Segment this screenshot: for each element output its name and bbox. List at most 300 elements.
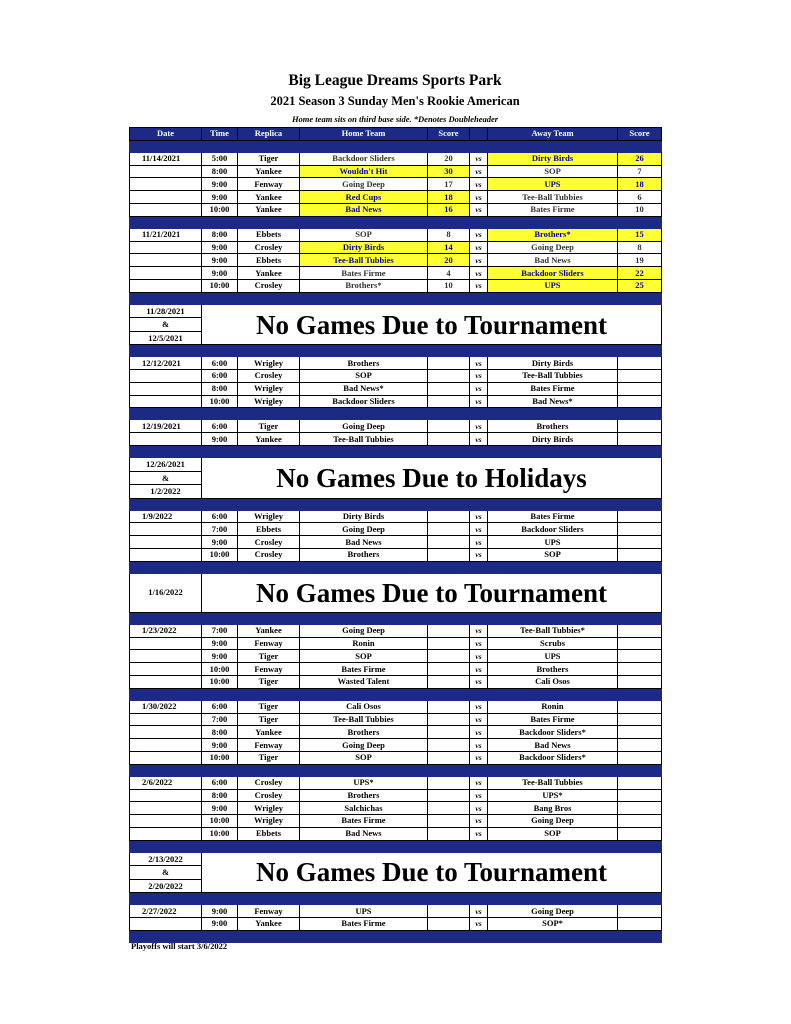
game-field: Tiger [238, 751, 300, 764]
game-field: Tiger [238, 152, 300, 165]
away-score [618, 548, 662, 561]
vs-label: vs [470, 152, 488, 165]
game-time: 6:00 [202, 357, 238, 370]
home-score [428, 917, 470, 930]
vs-label: vs [470, 739, 488, 752]
vs-label: vs [470, 624, 488, 637]
game-field: Crosley [238, 241, 300, 254]
game-row [130, 663, 662, 676]
away-team: SOP [488, 827, 618, 840]
away-score [618, 815, 662, 828]
away-team: Bates Firme [488, 510, 618, 523]
home-score [428, 357, 470, 370]
banner-dates [130, 573, 202, 612]
game-row [130, 191, 662, 204]
game-time: 10:00 [202, 203, 238, 216]
game-field: Crosley [238, 789, 300, 802]
no-games-banner: No Games Due to Holidays [202, 458, 662, 499]
game-row [130, 905, 662, 918]
home-team: Backdoor Sliders [300, 152, 428, 165]
section-divider [130, 140, 662, 152]
away-team: Dirty Birds [488, 357, 618, 370]
game-row [130, 776, 662, 789]
game-row [130, 228, 662, 241]
game-field: Tiger [238, 675, 300, 688]
vs-label: vs [470, 267, 488, 280]
banner-date-line: & [130, 866, 201, 880]
game-time: 9:00 [202, 739, 238, 752]
vs-label: vs [470, 713, 488, 726]
game-field: Wrigley [238, 382, 300, 395]
away-score [618, 675, 662, 688]
game-row [130, 370, 662, 383]
game-row [130, 917, 662, 930]
game-field: Ebbets [238, 254, 300, 267]
game-time: 9:00 [202, 650, 238, 663]
game-date [130, 739, 202, 752]
home-team: Cali Osos [300, 700, 428, 713]
home-score [428, 637, 470, 650]
away-score [618, 827, 662, 840]
away-score [618, 395, 662, 408]
game-date [130, 650, 202, 663]
home-score [428, 726, 470, 739]
home-score [428, 776, 470, 789]
game-row [130, 165, 662, 178]
away-score [618, 776, 662, 789]
home-team: Bad News [300, 536, 428, 549]
home-score: 30 [428, 165, 470, 178]
game-time: 8:00 [202, 789, 238, 802]
game-time: 9:00 [202, 241, 238, 254]
home-team: Bad News [300, 827, 428, 840]
col-header-home-score: Score [428, 128, 470, 141]
home-score [428, 433, 470, 446]
home-team: Brothers [300, 789, 428, 802]
section-divider-cell [130, 688, 662, 700]
home-score: 20 [428, 254, 470, 267]
game-time: 5:00 [202, 152, 238, 165]
game-time: 9:00 [202, 637, 238, 650]
home-team: Tee-Ball Tubbies [300, 713, 428, 726]
away-team: Backdoor Sliders [488, 267, 618, 280]
away-team: Cali Osos [488, 675, 618, 688]
game-row [130, 624, 662, 637]
game-date: 2/6/2022 [130, 776, 202, 789]
game-date: 1/23/2022 [130, 624, 202, 637]
game-time: 10:00 [202, 663, 238, 676]
game-time: 10:00 [202, 751, 238, 764]
game-time: 7:00 [202, 713, 238, 726]
game-row [130, 420, 662, 433]
home-score: 8 [428, 228, 470, 241]
game-time: 7:00 [202, 523, 238, 536]
game-time: 7:00 [202, 624, 238, 637]
game-time: 10:00 [202, 548, 238, 561]
vs-label: vs [470, 191, 488, 204]
away-team: SOP [488, 548, 618, 561]
home-team: SOP [300, 751, 428, 764]
game-row [130, 382, 662, 395]
away-score [618, 917, 662, 930]
away-team: SOP* [488, 917, 618, 930]
home-score [428, 789, 470, 802]
game-time: 9:00 [202, 267, 238, 280]
game-field: Fenway [238, 905, 300, 918]
game-time: 10:00 [202, 395, 238, 408]
home-score: 20 [428, 152, 470, 165]
vs-label: vs [470, 650, 488, 663]
game-field: Yankee [238, 726, 300, 739]
vs-label: vs [470, 510, 488, 523]
col-header-home-team: Home Team [300, 128, 428, 141]
vs-label: vs [470, 433, 488, 446]
col-header-vs [470, 128, 488, 141]
away-team: Backdoor Sliders [488, 523, 618, 536]
section-divider [130, 345, 662, 357]
game-date [130, 241, 202, 254]
home-team: UPS [300, 905, 428, 918]
game-field: Tiger [238, 713, 300, 726]
game-date [130, 637, 202, 650]
section-divider-cell [130, 345, 662, 357]
game-row [130, 178, 662, 191]
game-row [130, 739, 662, 752]
section-divider [130, 408, 662, 420]
banner-date-line: 12/5/2021 [148, 332, 183, 343]
home-score [428, 395, 470, 408]
section-divider-cell [130, 498, 662, 510]
away-team: Backdoor Sliders* [488, 726, 618, 739]
game-field: Crosley [238, 370, 300, 383]
game-field: Ebbets [238, 827, 300, 840]
away-score: 26 [618, 152, 662, 165]
home-score [428, 739, 470, 752]
table-header-row [130, 128, 662, 141]
game-field: Yankee [238, 433, 300, 446]
col-header-date: Date [130, 128, 202, 141]
section-divider [130, 612, 662, 624]
game-row [130, 637, 662, 650]
game-date [130, 433, 202, 446]
game-date: 12/12/2021 [130, 357, 202, 370]
game-row [130, 650, 662, 663]
game-row [130, 827, 662, 840]
banner-date-line: 1/2/2022 [150, 486, 181, 497]
no-games-row [130, 852, 662, 893]
vs-label: vs [470, 663, 488, 676]
game-field: Tiger [238, 650, 300, 663]
game-date: 1/9/2022 [130, 510, 202, 523]
game-row [130, 279, 662, 292]
game-time: 10:00 [202, 827, 238, 840]
away-team: Dirty Birds [488, 433, 618, 446]
game-time: 6:00 [202, 420, 238, 433]
home-score [428, 675, 470, 688]
home-team: SOP [300, 228, 428, 241]
away-score: 22 [618, 267, 662, 280]
away-score [618, 510, 662, 523]
game-date [130, 536, 202, 549]
section-divider [130, 764, 662, 776]
no-games-banner: No Games Due to Tournament [202, 304, 662, 345]
game-field: Crosley [238, 548, 300, 561]
game-field: Yankee [238, 165, 300, 178]
no-games-banner: No Games Due to Tournament [202, 852, 662, 893]
game-time: 6:00 [202, 776, 238, 789]
section-divider [130, 498, 662, 510]
game-row [130, 433, 662, 446]
banner-date-line: & [130, 318, 201, 332]
game-row [130, 395, 662, 408]
section-divider-cell [130, 408, 662, 420]
game-time: 6:00 [202, 370, 238, 383]
vs-label: vs [470, 726, 488, 739]
game-time: 8:00 [202, 165, 238, 178]
banner-date-line: 2/20/2022 [148, 880, 183, 891]
game-date [130, 789, 202, 802]
away-team: Tee-Ball Tubbies [488, 370, 618, 383]
game-date [130, 191, 202, 204]
away-team: Bates Firme [488, 382, 618, 395]
home-score [428, 700, 470, 713]
vs-label: vs [470, 675, 488, 688]
game-field: Crosley [238, 536, 300, 549]
vs-label: vs [470, 420, 488, 433]
game-field: Wrigley [238, 802, 300, 815]
section-divider [130, 216, 662, 228]
home-score [428, 815, 470, 828]
col-header-away-team: Away Team [488, 128, 618, 141]
vs-label: vs [470, 548, 488, 561]
game-field: Fenway [238, 663, 300, 676]
section-divider-cell [130, 140, 662, 152]
vs-label: vs [470, 228, 488, 241]
game-date [130, 663, 202, 676]
home-score [428, 650, 470, 663]
vs-label: vs [470, 751, 488, 764]
away-score [618, 650, 662, 663]
game-date [130, 713, 202, 726]
away-score: 6 [618, 191, 662, 204]
game-date: 11/21/2021 [130, 228, 202, 241]
game-date [130, 279, 202, 292]
footnote: Playoffs will start 3/6/2022 [131, 941, 228, 951]
away-score: 19 [618, 254, 662, 267]
home-score [428, 536, 470, 549]
section-divider [130, 893, 662, 905]
game-time: 9:00 [202, 536, 238, 549]
home-team: Going Deep [300, 178, 428, 191]
col-header-away-score: Score [618, 128, 662, 141]
no-games-banner: No Games Due to Tournament [202, 573, 662, 612]
home-team: Brothers* [300, 279, 428, 292]
game-date: 1/30/2022 [130, 700, 202, 713]
banner-date-line: & [130, 472, 201, 486]
vs-label: vs [470, 203, 488, 216]
game-date [130, 165, 202, 178]
away-team: Brothers [488, 663, 618, 676]
home-team: Going Deep [300, 739, 428, 752]
vs-label: vs [470, 165, 488, 178]
game-date [130, 726, 202, 739]
game-row [130, 789, 662, 802]
game-row [130, 815, 662, 828]
banner-date-line: 1/16/2022 [148, 587, 183, 598]
game-row [130, 254, 662, 267]
game-time: 10:00 [202, 279, 238, 292]
away-score: 8 [618, 241, 662, 254]
home-score [428, 827, 470, 840]
banner-date-line: 11/28/2021 [130, 305, 201, 319]
home-team: Wouldn't Hit [300, 165, 428, 178]
game-field: Crosley [238, 776, 300, 789]
game-row [130, 152, 662, 165]
game-row [130, 241, 662, 254]
vs-label: vs [470, 254, 488, 267]
away-score [618, 726, 662, 739]
game-date [130, 254, 202, 267]
home-team: UPS* [300, 776, 428, 789]
home-score: 16 [428, 203, 470, 216]
home-team: Bates Firme [300, 267, 428, 280]
away-score [618, 700, 662, 713]
vs-label: vs [470, 789, 488, 802]
game-row [130, 523, 662, 536]
vs-label: vs [470, 905, 488, 918]
home-score [428, 420, 470, 433]
away-team: Going Deep [488, 815, 618, 828]
home-team: Ronin [300, 637, 428, 650]
home-team: Brothers [300, 357, 428, 370]
game-date [130, 802, 202, 815]
section-divider-cell [130, 561, 662, 573]
game-date [130, 675, 202, 688]
vs-label: vs [470, 776, 488, 789]
away-score [618, 536, 662, 549]
game-row [130, 713, 662, 726]
away-team: Bad News* [488, 395, 618, 408]
away-score [618, 751, 662, 764]
game-date [130, 523, 202, 536]
home-score [428, 663, 470, 676]
game-field: Yankee [238, 624, 300, 637]
game-field: Yankee [238, 191, 300, 204]
away-team: Backdoor Sliders* [488, 751, 618, 764]
game-field: Yankee [238, 267, 300, 280]
game-field: Fenway [238, 637, 300, 650]
home-score [428, 802, 470, 815]
schedule-table [129, 127, 662, 943]
vs-label: vs [470, 279, 488, 292]
away-team: UPS [488, 279, 618, 292]
vs-label: vs [470, 827, 488, 840]
game-time: 10:00 [202, 815, 238, 828]
game-time: 6:00 [202, 510, 238, 523]
home-team: Going Deep [300, 420, 428, 433]
game-date [130, 548, 202, 561]
home-team: Bates Firme [300, 663, 428, 676]
game-date [130, 203, 202, 216]
away-team: Bates Firme [488, 713, 618, 726]
no-games-row [130, 304, 662, 345]
away-score: 7 [618, 165, 662, 178]
game-time: 9:00 [202, 178, 238, 191]
game-field: Wrigley [238, 395, 300, 408]
away-score: 18 [618, 178, 662, 191]
game-date: 11/14/2021 [130, 152, 202, 165]
game-date: 2/27/2022 [130, 905, 202, 918]
game-date [130, 370, 202, 383]
banner-date-line: 12/26/2021 [130, 458, 201, 472]
section-divider [130, 561, 662, 573]
away-score [618, 433, 662, 446]
home-team: Bates Firme [300, 815, 428, 828]
section-divider [130, 840, 662, 852]
away-team: Brothers* [488, 228, 618, 241]
col-header-replica: Replica [238, 128, 300, 141]
home-team: SOP [300, 650, 428, 663]
away-team: Dirty Birds [488, 152, 618, 165]
vs-label: vs [470, 382, 488, 395]
game-time: 9:00 [202, 254, 238, 267]
away-team: Ronin [488, 700, 618, 713]
game-time: 9:00 [202, 905, 238, 918]
banner-dates [130, 852, 202, 893]
away-team: Scrubs [488, 637, 618, 650]
home-team: Bad News [300, 203, 428, 216]
game-time: 8:00 [202, 228, 238, 241]
section-divider-cell [130, 840, 662, 852]
home-score: 4 [428, 267, 470, 280]
game-date [130, 815, 202, 828]
game-field: Ebbets [238, 523, 300, 536]
vs-label: vs [470, 357, 488, 370]
game-date [130, 382, 202, 395]
vs-label: vs [470, 536, 488, 549]
away-team: Going Deep [488, 905, 618, 918]
col-header-time: Time [202, 128, 238, 141]
game-field: Wrigley [238, 357, 300, 370]
away-score [618, 357, 662, 370]
home-score [428, 548, 470, 561]
home-score [428, 905, 470, 918]
game-row [130, 203, 662, 216]
home-team: Wasted Talent [300, 675, 428, 688]
game-field: Fenway [238, 739, 300, 752]
home-team: Tee-Ball Tubbies [300, 433, 428, 446]
game-time: 9:00 [202, 433, 238, 446]
away-score [618, 624, 662, 637]
home-score: 18 [428, 191, 470, 204]
away-team: Tee-Ball Tubbies [488, 776, 618, 789]
game-date [130, 917, 202, 930]
game-row [130, 751, 662, 764]
game-row [130, 802, 662, 815]
away-score [618, 739, 662, 752]
vs-label: vs [470, 917, 488, 930]
banner-date-line: 2/13/2022 [130, 853, 201, 867]
home-team: Bates Firme [300, 917, 428, 930]
section-divider [130, 446, 662, 458]
no-games-row [130, 573, 662, 612]
away-score [618, 637, 662, 650]
home-score [428, 382, 470, 395]
home-team: Going Deep [300, 523, 428, 536]
game-field: Yankee [238, 917, 300, 930]
away-team: UPS [488, 650, 618, 663]
home-score [428, 523, 470, 536]
